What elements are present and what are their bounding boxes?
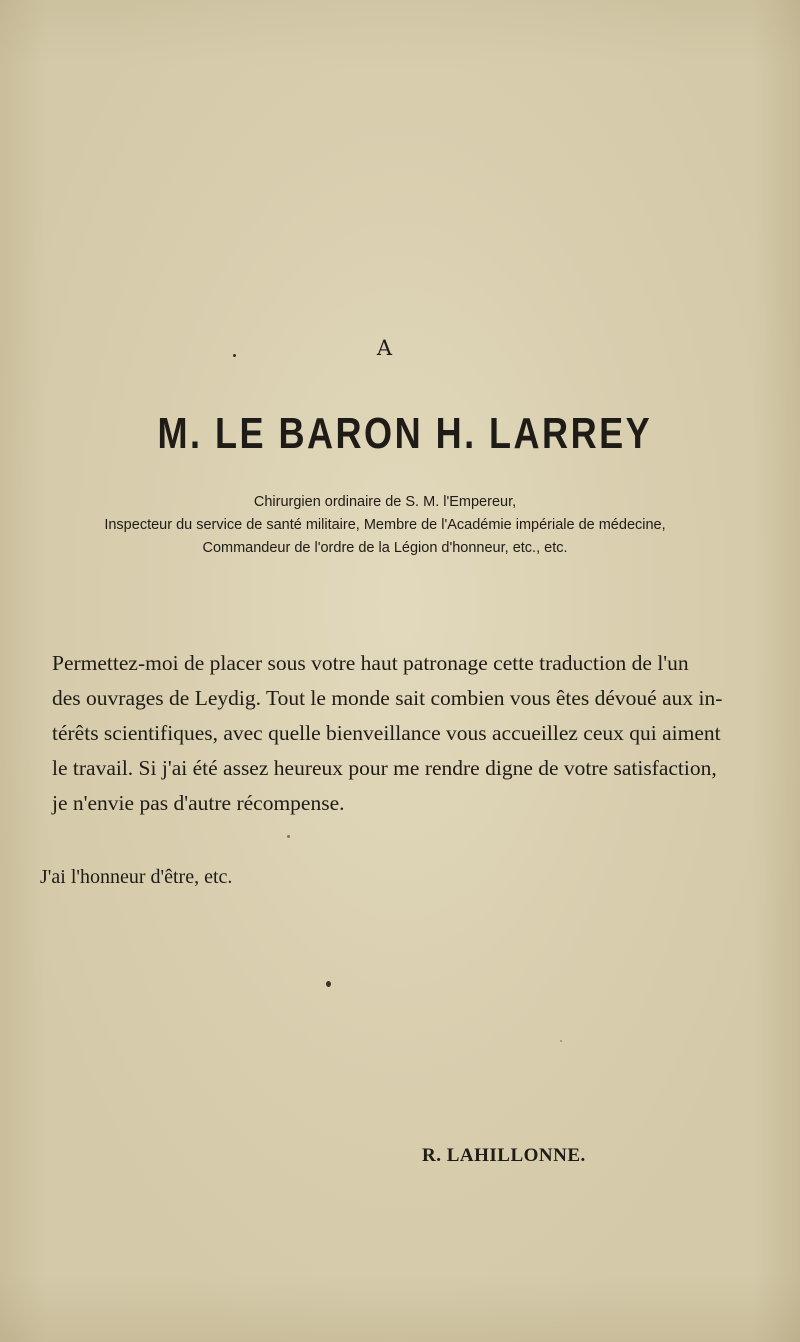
letter-line-5: je n'envie pas d'autre récompense. bbox=[52, 791, 345, 815]
dedicatee-titles bbox=[0, 491, 770, 560]
letter-line-4: le travail. Si j'ai été assez heureux pour me rendre digne de votre satisfaction, bbox=[52, 756, 717, 780]
letter-line-1: Permettez-moi de placer sous votre haut patronage cette traduction de l'un bbox=[52, 651, 689, 675]
signature: R. LAHILLONNE. bbox=[422, 1145, 586, 1166]
paper-speck bbox=[233, 354, 236, 357]
dedicatee-name: M. LE BARON H. LARREY bbox=[157, 409, 653, 458]
paper-speck bbox=[287, 835, 290, 838]
letter-line-3: térêts scientifiques, avec quelle bienveillance vous accueillez ceux qui aiment bbox=[52, 721, 721, 745]
paper-speck bbox=[326, 981, 331, 987]
title-line-2: Inspecteur du service de santé militaire, Membre de l'Académie impériale de médecine, bbox=[104, 517, 666, 533]
closing-formula: J'ai l'honneur d'être, etc. bbox=[40, 866, 233, 888]
dedication-prefix: A bbox=[376, 336, 394, 360]
dedication-letter bbox=[52, 646, 723, 821]
letter-line-2: des ouvrages de Leydig. Tout le monde sait combien vous êtes dévoué aux in- bbox=[52, 686, 723, 710]
title-line-3: Commandeur de l'ordre de la Légion d'honneur, etc., etc. bbox=[202, 540, 568, 556]
title-line-1: Chirurgien ordinaire de S. M. l'Empereur, bbox=[253, 494, 517, 510]
paper-speck bbox=[560, 1040, 562, 1042]
